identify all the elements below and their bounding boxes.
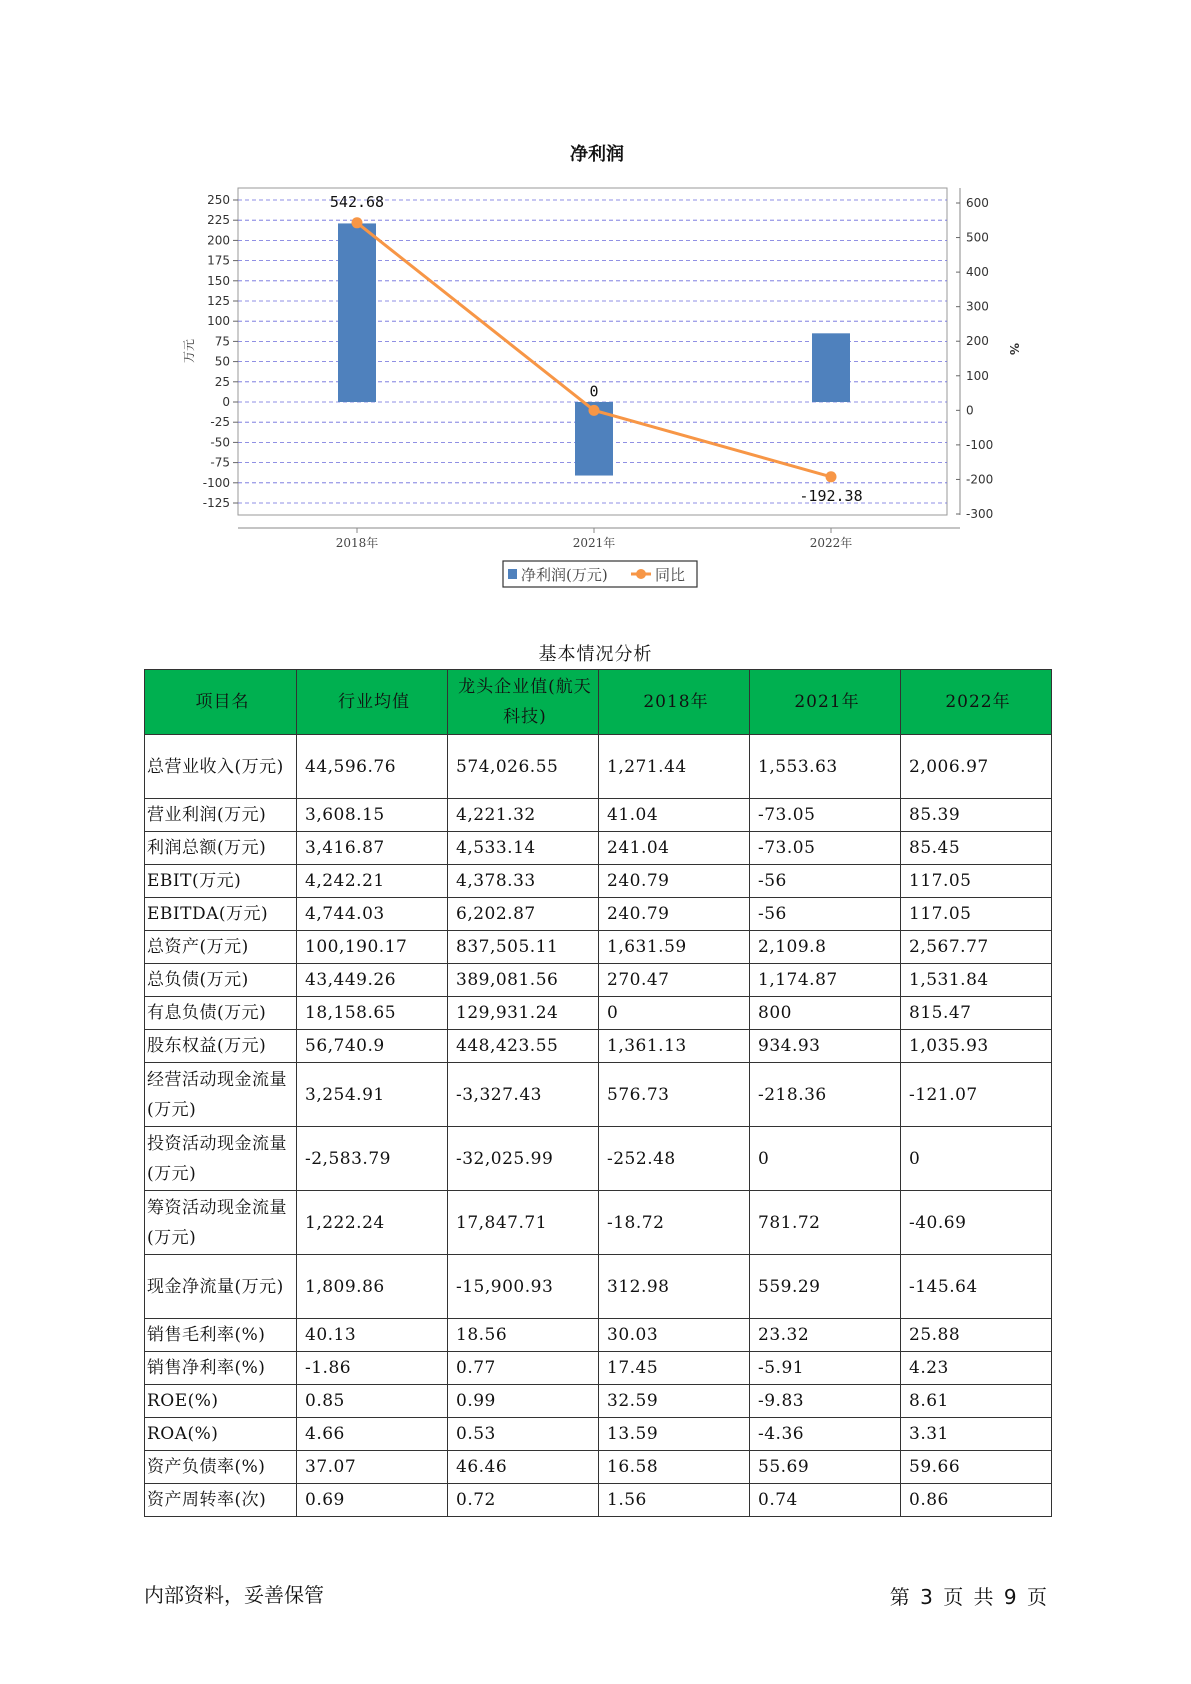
value-cell: 815.47 [901, 997, 1052, 1030]
value-cell: 40.13 [297, 1319, 448, 1352]
table-row [145, 1352, 1052, 1385]
value-cell: 0 [901, 1127, 1052, 1191]
table-row [145, 997, 1052, 1030]
header-cell: 行业均值 [297, 670, 448, 735]
table-row [145, 865, 1052, 898]
row-label-cell: EBIT(万元) [145, 865, 297, 898]
value-cell: 240.79 [599, 865, 750, 898]
value-cell: 4,242.21 [297, 865, 448, 898]
value-cell: 4,378.33 [448, 865, 599, 898]
value-cell: 117.05 [901, 898, 1052, 931]
row-label-cell: 总负债(万元) [145, 964, 297, 997]
value-cell: -218.36 [750, 1063, 901, 1127]
header-cell: 2022年 [901, 670, 1052, 735]
value-cell: 1,553.63 [750, 735, 901, 799]
value-cell: 117.05 [901, 865, 1052, 898]
bar-2018年 [338, 223, 376, 402]
value-cell: 0.77 [448, 1352, 599, 1385]
yoy-data-label: -192.38 [799, 486, 863, 505]
value-cell: 4.23 [901, 1352, 1052, 1385]
value-cell: 46.46 [448, 1451, 599, 1484]
table-row [145, 1385, 1052, 1418]
value-cell: 559.29 [750, 1255, 901, 1319]
row-label-cell: 资产周转率(次) [145, 1484, 297, 1517]
left-tick-label: 0 [222, 395, 230, 409]
value-cell: 44,596.76 [297, 735, 448, 799]
value-cell: 37.07 [297, 1451, 448, 1484]
value-cell: -121.07 [901, 1063, 1052, 1127]
row-label-cell: 有息负债(万元) [145, 997, 297, 1030]
table-row [145, 1418, 1052, 1451]
value-cell: 3,608.15 [297, 799, 448, 832]
value-cell: -56 [750, 865, 901, 898]
value-cell: 270.47 [599, 964, 750, 997]
value-cell: 0 [750, 1127, 901, 1191]
value-cell: 23.32 [750, 1319, 901, 1352]
row-label-cell: 投资活动现金流量(万元) [145, 1127, 297, 1191]
value-cell: 576.73 [599, 1063, 750, 1127]
table-row [145, 1319, 1052, 1352]
left-tick-label: 25 [214, 374, 230, 389]
net-profit-chart [0, 0, 1191, 600]
row-label-cell: EBITDA(万元) [145, 898, 297, 931]
value-cell: 55.69 [750, 1451, 901, 1484]
table-title: 基本情况分析 [538, 644, 653, 665]
legend-bar-swatch [508, 569, 517, 579]
value-cell: 3,416.87 [297, 832, 448, 865]
header-cell: 龙头企业值(航天科技) [448, 670, 599, 735]
footer-confidential-note: 内部资料，妥善保管 [144, 1583, 324, 1607]
value-cell: 13.59 [599, 1418, 750, 1451]
value-cell: 2,109.8 [750, 931, 901, 964]
row-label-cell: 总资产(万元) [145, 931, 297, 964]
value-cell: 448,423.55 [448, 1030, 599, 1063]
value-cell: -4.36 [750, 1418, 901, 1451]
value-cell: 6,202.87 [448, 898, 599, 931]
right-tick-label: 600 [966, 196, 989, 210]
value-cell: 2,006.97 [901, 735, 1052, 799]
left-axis-label: 万元 [182, 338, 196, 364]
row-label-cell: 股东权益(万元) [145, 1030, 297, 1063]
x-tick-label: 2021年 [572, 536, 616, 550]
table-row [145, 931, 1052, 964]
value-cell: 30.03 [599, 1319, 750, 1352]
value-cell: -2,583.79 [297, 1127, 448, 1191]
right-tick-label: 400 [966, 265, 989, 280]
value-cell: -15,900.93 [448, 1255, 599, 1319]
value-cell: -18.72 [599, 1191, 750, 1255]
value-cell: 1,631.59 [599, 931, 750, 964]
value-cell: 2,567.77 [901, 931, 1052, 964]
value-cell: 1,271.44 [599, 735, 750, 799]
value-cell: 1,035.93 [901, 1030, 1052, 1063]
value-cell: 4,744.03 [297, 898, 448, 931]
value-cell: 4.66 [297, 1418, 448, 1451]
value-cell: -73.05 [750, 799, 901, 832]
value-cell: 781.72 [750, 1191, 901, 1255]
value-cell: 0.74 [750, 1484, 901, 1517]
left-tick-label: 225 [207, 213, 230, 228]
value-cell: 4,533.14 [448, 832, 599, 865]
yoy-point [826, 471, 837, 482]
value-cell: 32.59 [599, 1385, 750, 1418]
left-tick-label: -25 [210, 415, 230, 430]
value-cell: 25.88 [901, 1319, 1052, 1352]
value-cell: 0.53 [448, 1418, 599, 1451]
value-cell: 0.99 [448, 1385, 599, 1418]
value-cell: 837,505.11 [448, 931, 599, 964]
footer-page-number: 第 3 页 共 9 页 [889, 1585, 1047, 1609]
value-cell: 0.85 [297, 1385, 448, 1418]
value-cell: -252.48 [599, 1127, 750, 1191]
header-cell: 2021年 [750, 670, 901, 735]
chart-title: 净利润 [570, 144, 624, 165]
row-label-cell: 经营活动现金流量(万元) [145, 1063, 297, 1127]
value-cell: 1,531.84 [901, 964, 1052, 997]
table-row [145, 1191, 1052, 1255]
value-cell: 41.04 [599, 799, 750, 832]
left-tick-label: 75 [214, 334, 230, 349]
value-cell: 3,254.91 [297, 1063, 448, 1127]
table-row [145, 964, 1052, 997]
basic-analysis-table [144, 669, 1052, 1517]
value-cell: 17.45 [599, 1352, 750, 1385]
right-tick-label: 300 [966, 299, 989, 314]
bar-2022年 [812, 333, 850, 402]
right-tick-label: 0 [966, 403, 974, 418]
left-tick-label: 125 [207, 294, 230, 308]
table-row [145, 1255, 1052, 1319]
right-tick-label: -200 [966, 472, 994, 487]
value-cell: 129,931.24 [448, 997, 599, 1030]
value-cell: 4,221.32 [448, 799, 599, 832]
value-cell: 85.45 [901, 832, 1052, 865]
yoy-data-label: 542.68 [329, 192, 385, 211]
row-label-cell: 营业利润(万元) [145, 799, 297, 832]
left-tick-label: 50 [214, 354, 230, 369]
right-tick-label: 500 [966, 230, 989, 245]
left-tick-label: 250 [207, 193, 230, 207]
value-cell: 8.61 [901, 1385, 1052, 1418]
left-tick-label: 100 [207, 314, 230, 329]
right-tick-label: -300 [966, 507, 994, 521]
left-tick-label: -100 [202, 475, 230, 490]
value-cell: 56,740.9 [297, 1030, 448, 1063]
value-cell: 0.86 [901, 1484, 1052, 1517]
chart-canvas [0, 0, 1191, 600]
row-label-cell: 利润总额(万元) [145, 832, 297, 865]
table-row [145, 1451, 1052, 1484]
value-cell: 1.56 [599, 1484, 750, 1517]
table-row [145, 735, 1052, 799]
table-header-row [145, 670, 1052, 735]
value-cell: 1,361.13 [599, 1030, 750, 1063]
value-cell: 0.69 [297, 1484, 448, 1517]
row-label-cell: ROE(%) [145, 1385, 297, 1418]
value-cell: 934.93 [750, 1030, 901, 1063]
value-cell: 389,081.56 [448, 964, 599, 997]
left-tick-label: 150 [207, 273, 230, 288]
row-label-cell: 资产负债率(%) [145, 1451, 297, 1484]
value-cell: -3,327.43 [448, 1063, 599, 1127]
value-cell: 43,449.26 [297, 964, 448, 997]
value-cell: 1,809.86 [297, 1255, 448, 1319]
left-tick-label: 175 [207, 253, 230, 268]
value-cell: 240.79 [599, 898, 750, 931]
value-cell: 3.31 [901, 1418, 1052, 1451]
yoy-point [589, 405, 600, 416]
left-tick-label: -125 [202, 496, 230, 510]
value-cell: 85.39 [901, 799, 1052, 832]
value-cell: -9.83 [750, 1385, 901, 1418]
value-cell: -56 [750, 898, 901, 931]
row-label-cell: ROA(%) [145, 1418, 297, 1451]
yoy-point [352, 217, 363, 228]
value-cell: 18,158.65 [297, 997, 448, 1030]
value-cell: 59.66 [901, 1451, 1052, 1484]
x-tick-label: 2022年 [809, 536, 853, 550]
row-label-cell: 销售毛利率(%) [145, 1319, 297, 1352]
row-label-cell: 销售净利率(%) [145, 1352, 297, 1385]
x-tick-label: 2018年 [335, 536, 379, 550]
table-row [145, 1063, 1052, 1127]
table-row [145, 799, 1052, 832]
row-label-cell: 筹资活动现金流量(万元) [145, 1191, 297, 1255]
row-label-cell: 现金净流量(万元) [145, 1255, 297, 1319]
table-row [145, 1030, 1052, 1063]
right-tick-label: -100 [966, 437, 994, 452]
header-cell: 2018年 [599, 670, 750, 735]
value-cell: -73.05 [750, 832, 901, 865]
table-row [145, 1484, 1052, 1517]
value-cell: 100,190.17 [297, 931, 448, 964]
value-cell: -145.64 [901, 1255, 1052, 1319]
value-cell: 1,174.87 [750, 964, 901, 997]
value-cell: -32,025.99 [448, 1127, 599, 1191]
table-row [145, 1127, 1052, 1191]
value-cell: 18.56 [448, 1319, 599, 1352]
legend-line-marker [636, 569, 646, 579]
value-cell: 312.98 [599, 1255, 750, 1319]
value-cell: -40.69 [901, 1191, 1052, 1255]
header-cell: 项目名 [145, 670, 297, 735]
value-cell: 800 [750, 997, 901, 1030]
value-cell: -1.86 [297, 1352, 448, 1385]
value-cell: 17,847.71 [448, 1191, 599, 1255]
left-tick-label: -75 [210, 455, 230, 470]
legend-line-label: 同比 [655, 566, 686, 584]
table-row [145, 898, 1052, 931]
row-label-cell: 总营业收入(万元) [145, 735, 297, 799]
left-tick-label: 200 [207, 233, 230, 248]
value-cell: 16.58 [599, 1451, 750, 1484]
value-cell: -5.91 [750, 1352, 901, 1385]
right-tick-label: 200 [966, 334, 989, 349]
value-cell: 0.72 [448, 1484, 599, 1517]
yoy-data-label: 0 [589, 382, 599, 401]
right-tick-label: 100 [966, 368, 989, 383]
value-cell: 574,026.55 [448, 735, 599, 799]
right-axis-label: % [1007, 342, 1021, 356]
table-row [145, 832, 1052, 865]
legend-bar-label: 净利润(万元) [521, 566, 608, 584]
value-cell: 241.04 [599, 832, 750, 865]
value-cell: 0 [599, 997, 750, 1030]
left-tick-label: -50 [210, 435, 230, 450]
value-cell: 1,222.24 [297, 1191, 448, 1255]
